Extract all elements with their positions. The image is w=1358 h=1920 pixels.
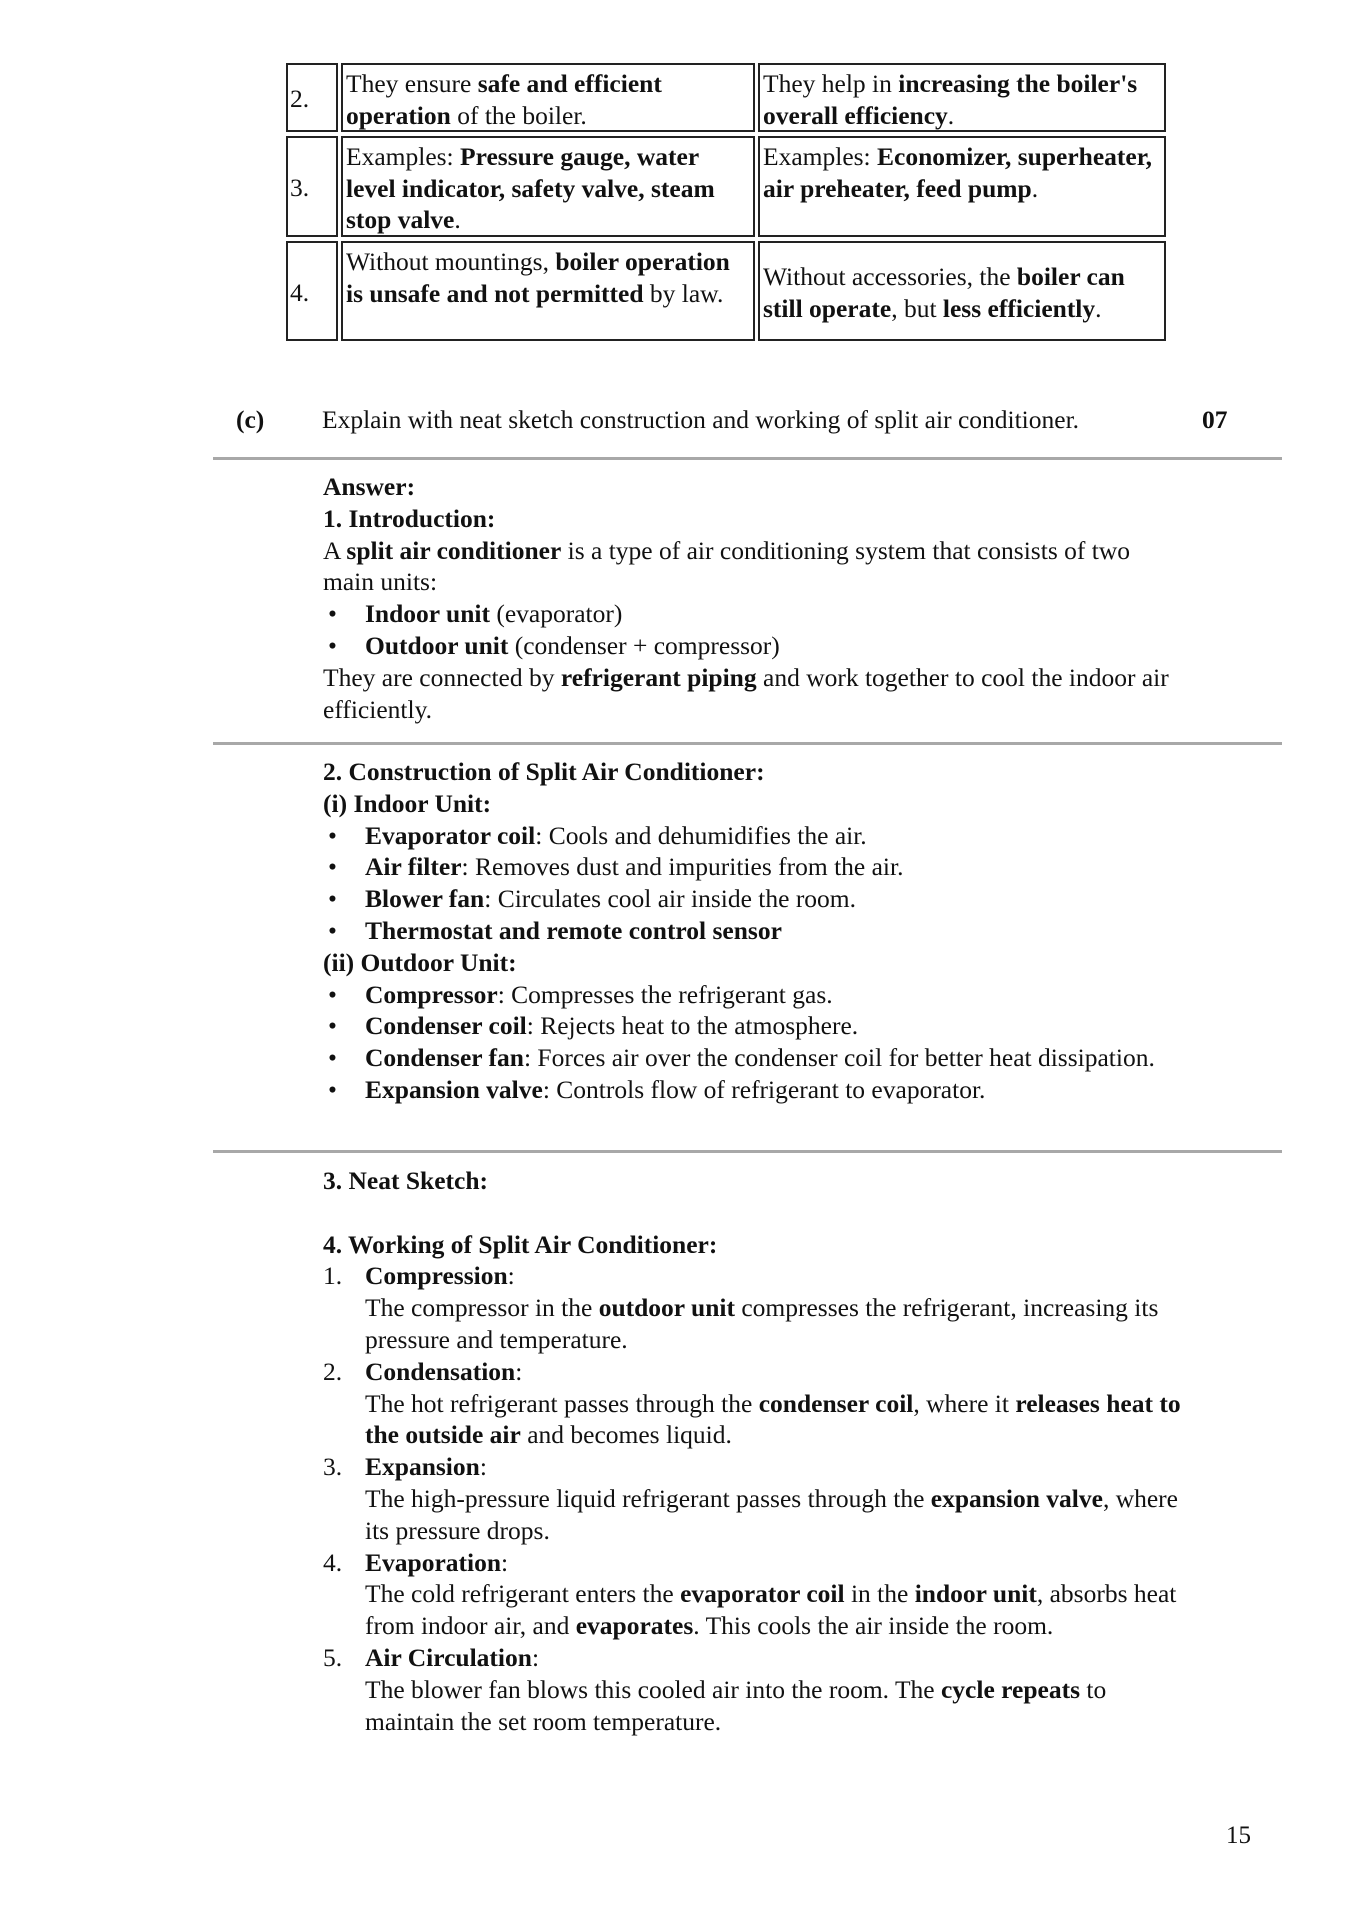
bold-text: Condenser coil <box>365 1011 527 1041</box>
accessories-text <box>763 261 1161 324</box>
step-description <box>365 1292 1183 1356</box>
bullet-icon: • <box>328 1043 337 1073</box>
bullet-icon: • <box>328 820 337 850</box>
list-item-text <box>365 599 622 628</box>
text-run: (evaporator) <box>489 599 623 629</box>
text-run: Without accessories, the <box>763 262 1017 291</box>
bold-text: split air conditioner <box>346 535 562 565</box>
mountings-cell <box>341 63 755 132</box>
divider <box>213 742 1282 745</box>
text-run: . <box>947 100 955 130</box>
bold-text: Condenser fan <box>365 1043 524 1073</box>
list-item-text <box>365 916 782 945</box>
list-item <box>323 820 1183 852</box>
list-item-text <box>365 980 833 1009</box>
question-marks: 07 <box>1202 405 1228 434</box>
accessories-cell <box>758 136 1166 237</box>
bold-text: boiler can still operate <box>763 262 1125 323</box>
text-run: and becomes liquid. <box>520 1420 732 1450</box>
step-number: 4. <box>323 1547 343 1577</box>
text-run: : Cools and dehumidifies the air. <box>535 820 867 850</box>
step-title: Air Circulation <box>365 1642 532 1672</box>
bullet-icon: • <box>328 884 337 914</box>
text-run: . <box>454 205 461 234</box>
text-run: of the boiler. <box>450 100 587 130</box>
step-number: 5. <box>323 1642 343 1672</box>
bold-text: evaporates <box>575 1611 694 1641</box>
list-item <box>323 1042 1155 1074</box>
step-title: Evaporation <box>365 1547 502 1577</box>
table-row <box>286 241 1166 341</box>
text-run: : Rejects heat to the atmosphere. <box>526 1011 859 1041</box>
text-run: : Circulates cool air inside the room. <box>484 884 857 914</box>
text-run: The cold refrigerant enters the <box>365 1579 681 1609</box>
list-item <box>323 979 1183 1011</box>
text-run: Without mountings, <box>346 247 556 276</box>
bold-text: condenser coil <box>758 1388 914 1418</box>
step-description <box>365 1388 1183 1452</box>
section-title: 3. Neat Sketch: <box>323 1166 489 1195</box>
bold-text: Blower fan <box>365 884 485 914</box>
list-item <box>323 598 1183 630</box>
text-run: and work together to cool the indoor air efficiently. <box>323 662 1169 724</box>
divider <box>213 457 1282 460</box>
text-run: , where its pressure drops. <box>365 1483 1178 1545</box>
step-number: 2. <box>323 1356 343 1386</box>
list-item <box>323 851 1183 883</box>
list-item-text <box>365 852 903 881</box>
list-item-text <box>365 1075 985 1104</box>
question-label: (c) <box>236 405 265 434</box>
bold-text: Indoor unit <box>365 599 490 629</box>
list-item <box>323 630 1183 662</box>
accessories-cell <box>758 63 1166 132</box>
bullet-icon: • <box>328 979 337 1009</box>
bold-text: safe and efficient operation <box>346 69 662 130</box>
text-run: by law. <box>643 278 724 308</box>
intro-paragraph <box>323 535 1183 599</box>
list-item-text <box>365 1011 858 1040</box>
bold-text: evaporator coil <box>680 1579 845 1609</box>
text-run: to maintain the set room temperature. <box>365 1674 1107 1736</box>
text-run: They are connected by <box>323 662 561 692</box>
bold-text: refrigerant piping <box>560 662 757 692</box>
section-title: 1. Introduction: <box>323 503 496 533</box>
list-item-text <box>365 821 867 850</box>
mountings-cell <box>341 136 755 237</box>
text-run: The blower fan blows this cooled air into the room. The <box>365 1674 941 1704</box>
text-run: They ensure <box>346 69 478 98</box>
bold-text: increasing the boiler's overall efficiency <box>763 69 1138 130</box>
list-item <box>323 1074 1183 1106</box>
question-text: Explain with neat sketch construction and working of split air conditioner. <box>322 405 1080 434</box>
numbered-step: 1. Compression: The compressor in the outdoor unit compresses the refrigerant, increasing its pressure and temperature. <box>323 1260 1183 1355</box>
working-steps-list <box>323 1260 1183 1737</box>
bullet-icon: • <box>328 630 337 660</box>
bullet-icon: • <box>328 1074 337 1104</box>
bold-text: expansion valve <box>930 1483 1103 1513</box>
text-run: Examples: <box>763 142 878 171</box>
accessories-cell <box>758 241 1166 341</box>
text-run: . <box>1095 293 1102 323</box>
text-run: , where it <box>913 1388 1016 1418</box>
step-title: Expansion <box>365 1452 480 1482</box>
list-item-text <box>365 1043 1155 1072</box>
text-run: , but <box>891 293 943 323</box>
row-number: 3. <box>286 136 338 237</box>
section-title: 4. Working of Split Air Conditioner: <box>323 1229 718 1259</box>
bold-text: releases heat to the outside air <box>365 1388 1181 1450</box>
bold-text: less efficiently <box>942 293 1096 323</box>
list-item <box>323 883 1183 915</box>
list-item-text <box>365 631 780 660</box>
bold-text: Compressor <box>365 979 498 1009</box>
step-description <box>365 1674 1183 1738</box>
bold-text: Evaporator coil <box>365 820 536 850</box>
list-item <box>323 915 1183 947</box>
bullet-icon: • <box>328 915 337 945</box>
step-number: 3. <box>323 1452 343 1482</box>
bold-text: boiler operation is unsafe and not permitted <box>346 247 730 308</box>
table-row <box>286 63 1166 132</box>
text-run: , absorbs heat from indoor air, and <box>365 1579 1177 1641</box>
row-number: 4. <box>286 241 338 341</box>
text-run: The compressor in the <box>365 1293 599 1323</box>
text-run: (condenser + compressor) <box>508 630 780 660</box>
text-run: A <box>323 535 347 565</box>
text-run: The hot refrigerant passes through the <box>365 1388 759 1418</box>
bold-text: Expansion valve <box>365 1074 543 1104</box>
answer-heading: Answer: <box>323 472 416 501</box>
intro-section <box>323 471 1183 725</box>
list-item <box>323 1010 1183 1042</box>
working-section <box>323 1165 1183 1737</box>
text-run: compresses the refrigerant, increasing its pressure and temperature. <box>365 1293 1159 1354</box>
step-title: Compression <box>365 1261 508 1291</box>
text-run: . <box>1031 173 1039 203</box>
step-number: 1. <box>323 1261 343 1291</box>
intro-paragraph <box>323 662 1183 726</box>
bullet-icon: • <box>328 852 337 882</box>
bold-text: Pressure gauge, water level indicator, safety valve, steam stop valve <box>346 142 715 234</box>
text-run: in the <box>844 1579 915 1609</box>
page-number: 15 <box>1226 1822 1251 1849</box>
numbered-step: 3. Expansion: The high-pressure liquid refrigerant passes through the expansion valve, where its pressure drops. <box>323 1451 1183 1546</box>
bold-text: Outdoor unit <box>365 630 509 660</box>
bold-text: indoor unit <box>914 1579 1037 1609</box>
numbered-step: 5. Air Circulation: The blower fan blows this cooled air into the room. The cycle repeats to maintain the set room temperature. <box>323 1642 1183 1737</box>
step-title: Condensation <box>365 1356 516 1386</box>
divider <box>213 1150 1282 1153</box>
numbered-step: 4. Evaporation: The cold refrigerant enters the evaporator coil in the indoor unit, absorbs heat from indoor air, and evaporates. This cools the air inside the room. <box>323 1547 1183 1642</box>
table-row <box>286 136 1166 237</box>
text-run: . This cools the air inside the room. <box>693 1611 1054 1641</box>
text-run: : Forces air over the condenser coil for better heat dissipation. <box>523 1043 1155 1073</box>
section-title: 2. Construction of Split Air Conditioner: <box>323 757 765 786</box>
row-number: 2. <box>286 63 338 132</box>
text-run: is a type of air conditioning system that consists of two main units: <box>323 535 1130 597</box>
numbered-step: 2. Condensation: The hot refrigerant passes through the condenser coil, where it releases heat to the outside air and becomes liquid. <box>323 1356 1183 1451</box>
text-run: The high-pressure liquid refrigerant passes through the <box>365 1483 931 1513</box>
text-run: : Controls flow of refrigerant to evaporator. <box>542 1074 986 1104</box>
step-description <box>365 1578 1183 1642</box>
text-run: : Compresses the refrigerant gas. <box>497 979 833 1009</box>
mountings-cell <box>341 241 755 341</box>
bullet-icon: • <box>328 599 337 629</box>
text-run: They help in <box>763 69 899 98</box>
text-run: Examples: <box>346 142 461 171</box>
subsection-title: (i) Indoor Unit: <box>323 788 492 818</box>
bold-text: Economizer, superheater, air preheater, feed pump <box>763 142 1153 203</box>
bold-text: Air filter <box>365 852 462 882</box>
construction-section <box>323 756 1183 1106</box>
bold-text: Thermostat and remote control sensor <box>365 915 782 945</box>
bullet-icon: • <box>328 1011 337 1041</box>
bold-text: cycle repeats <box>940 1674 1080 1704</box>
subsection-title: (ii) Outdoor Unit: <box>323 947 517 977</box>
text-run: : Removes dust and impurities from the air. <box>461 852 904 882</box>
list-item-text <box>365 884 856 913</box>
bold-text: outdoor unit <box>598 1293 735 1323</box>
step-description <box>365 1483 1183 1547</box>
